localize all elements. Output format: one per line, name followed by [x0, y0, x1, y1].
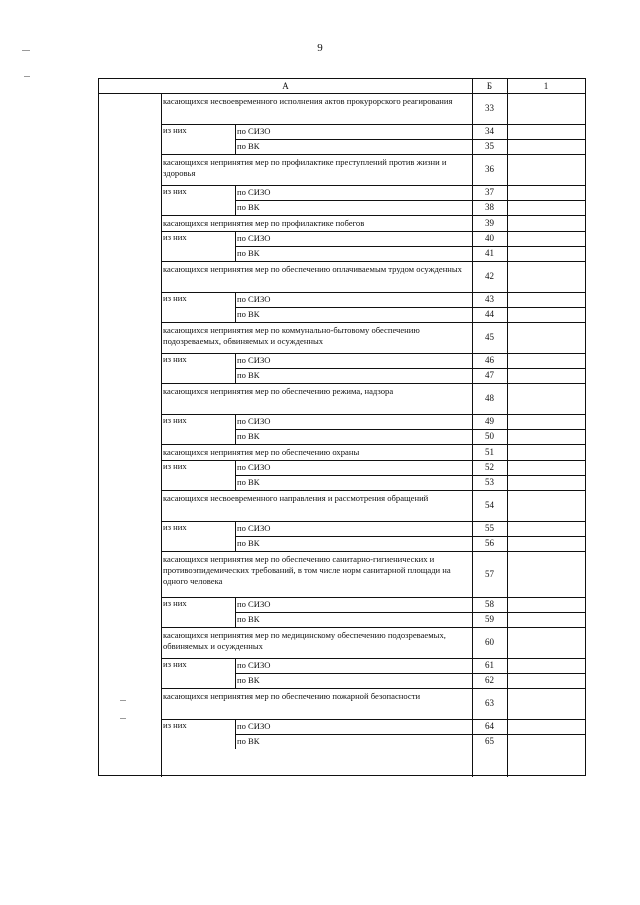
subrow-number: 41 [485, 248, 494, 258]
subrow-label: по ВК [237, 477, 260, 487]
row-number: 33 [485, 103, 494, 113]
subrow-label: по ВК [237, 675, 260, 685]
subrow-number: 34 [485, 126, 494, 136]
statistics-table [98, 78, 586, 776]
row-title: касающихся несвоевременного направления и рассмотрения обращений [163, 493, 429, 503]
row-number: 45 [485, 332, 494, 342]
subrow-number: 43 [485, 294, 494, 304]
subrow-number: 61 [485, 660, 494, 670]
row-number: 42 [485, 271, 494, 281]
subrow-number: 46 [485, 355, 494, 365]
subrow-number: 38 [485, 202, 494, 212]
subrow-label: по СИЗО [237, 355, 271, 365]
row-sub-label: из них [163, 522, 187, 532]
row-sub-label: из них [163, 232, 187, 242]
subrow-label: по СИЗО [237, 721, 271, 731]
row-number: 60 [485, 637, 494, 647]
subrow-number: 47 [485, 370, 494, 380]
subrow-label: по ВК [237, 614, 260, 624]
row-title: касающихся непринятия мер по профилактике преступлений против жизни и здоровья [163, 157, 447, 178]
row-title: касающихся непринятия мер по обеспечению санитарно-гигиенических и противоэпидемических требований, в том числе норм санитарной площади на одного человека [163, 554, 451, 586]
row-number: 57 [485, 568, 494, 579]
row-number: 36 [485, 164, 494, 174]
subrow-number: 55 [485, 523, 494, 533]
subrow-number: 56 [485, 538, 494, 548]
subrow-label: по СИЗО [237, 126, 271, 136]
header-col-1: 1 [543, 81, 549, 91]
subrow-number: 50 [485, 431, 494, 441]
subrow-number: 59 [485, 614, 494, 624]
subrow-label: по СИЗО [237, 599, 271, 609]
row-sub-label: из них [163, 461, 187, 471]
subrow-number: 65 [485, 736, 494, 746]
subrow-label: по СИЗО [237, 187, 271, 197]
row-number: 48 [485, 393, 494, 403]
subrow-number: 37 [485, 187, 494, 197]
subrow-label: по СИЗО [237, 523, 271, 533]
row-sub-label: из них [163, 720, 187, 730]
header-col-a: А [282, 81, 289, 91]
subrow-number: 58 [485, 599, 494, 609]
row-number: 51 [485, 446, 494, 457]
row-number: 39 [485, 217, 494, 228]
subrow-label: по ВК [237, 309, 260, 319]
subrow-label: по ВК [237, 370, 260, 380]
subrow-label: по СИЗО [237, 660, 271, 670]
subrow-number: 52 [485, 462, 494, 472]
subrow-label: по ВК [237, 538, 260, 548]
scan-mark [22, 50, 30, 51]
scan-mark [120, 718, 126, 719]
subrow-label: по ВК [237, 248, 260, 258]
subrow-label: по ВК [237, 202, 260, 212]
row-sub-label: из них [163, 186, 187, 196]
row-title: касающихся непринятия мер по обеспечению пожарной безопасности [163, 691, 421, 701]
subrow-number: 49 [485, 416, 494, 426]
subrow-label: по СИЗО [237, 233, 271, 243]
subrow-number: 62 [485, 675, 494, 685]
subrow-label: по СИЗО [237, 416, 271, 426]
row-sub-label: из них [163, 598, 187, 608]
row-number: 54 [485, 500, 494, 510]
subrow-label: по СИЗО [237, 294, 271, 304]
subrow-number: 35 [485, 141, 494, 151]
row-title: касающихся непринятия мер по профилактике побегов [163, 218, 365, 228]
subrow-number: 64 [485, 721, 494, 731]
subrow-number: 40 [485, 233, 494, 243]
scan-mark [24, 76, 30, 77]
row-sub-label: из них [163, 125, 187, 135]
row-sub-label: из них [163, 354, 187, 364]
subrow-label: по СИЗО [237, 462, 271, 472]
scan-mark [120, 700, 126, 701]
row-number: 63 [485, 698, 494, 708]
row-title: касающихся непринятия мер по обеспечению режима, надзора [163, 386, 394, 396]
header-col-b: Б [486, 81, 493, 91]
subrow-label: по ВК [237, 736, 260, 746]
subrow-label: по ВК [237, 141, 260, 151]
subrow-number: 53 [485, 477, 494, 487]
row-title: касающихся непринятия мер по обеспечению оплачиваемым трудом осужденных [163, 264, 462, 274]
row-sub-label: из них [163, 293, 187, 303]
row-title: касающихся несвоевременного исполнения актов прокурорского реагирования [163, 96, 453, 106]
row-title: касающихся непринятия мер по медицинскому обеспечению подозреваемых, обвиняемых и осужденных [163, 630, 446, 651]
page-number: 9 [317, 42, 323, 54]
subrow-number: 44 [485, 309, 494, 319]
row-sub-label: из них [163, 659, 187, 669]
row-title: касающихся непринятия мер по обеспечению охраны [163, 447, 360, 457]
row-title: касающихся непринятия мер по коммунально-бытовому обеспечению подозреваемых, обвиняемых и осужденных [163, 325, 420, 346]
row-sub-label: из них [163, 415, 187, 425]
subrow-label: по ВК [237, 431, 260, 441]
